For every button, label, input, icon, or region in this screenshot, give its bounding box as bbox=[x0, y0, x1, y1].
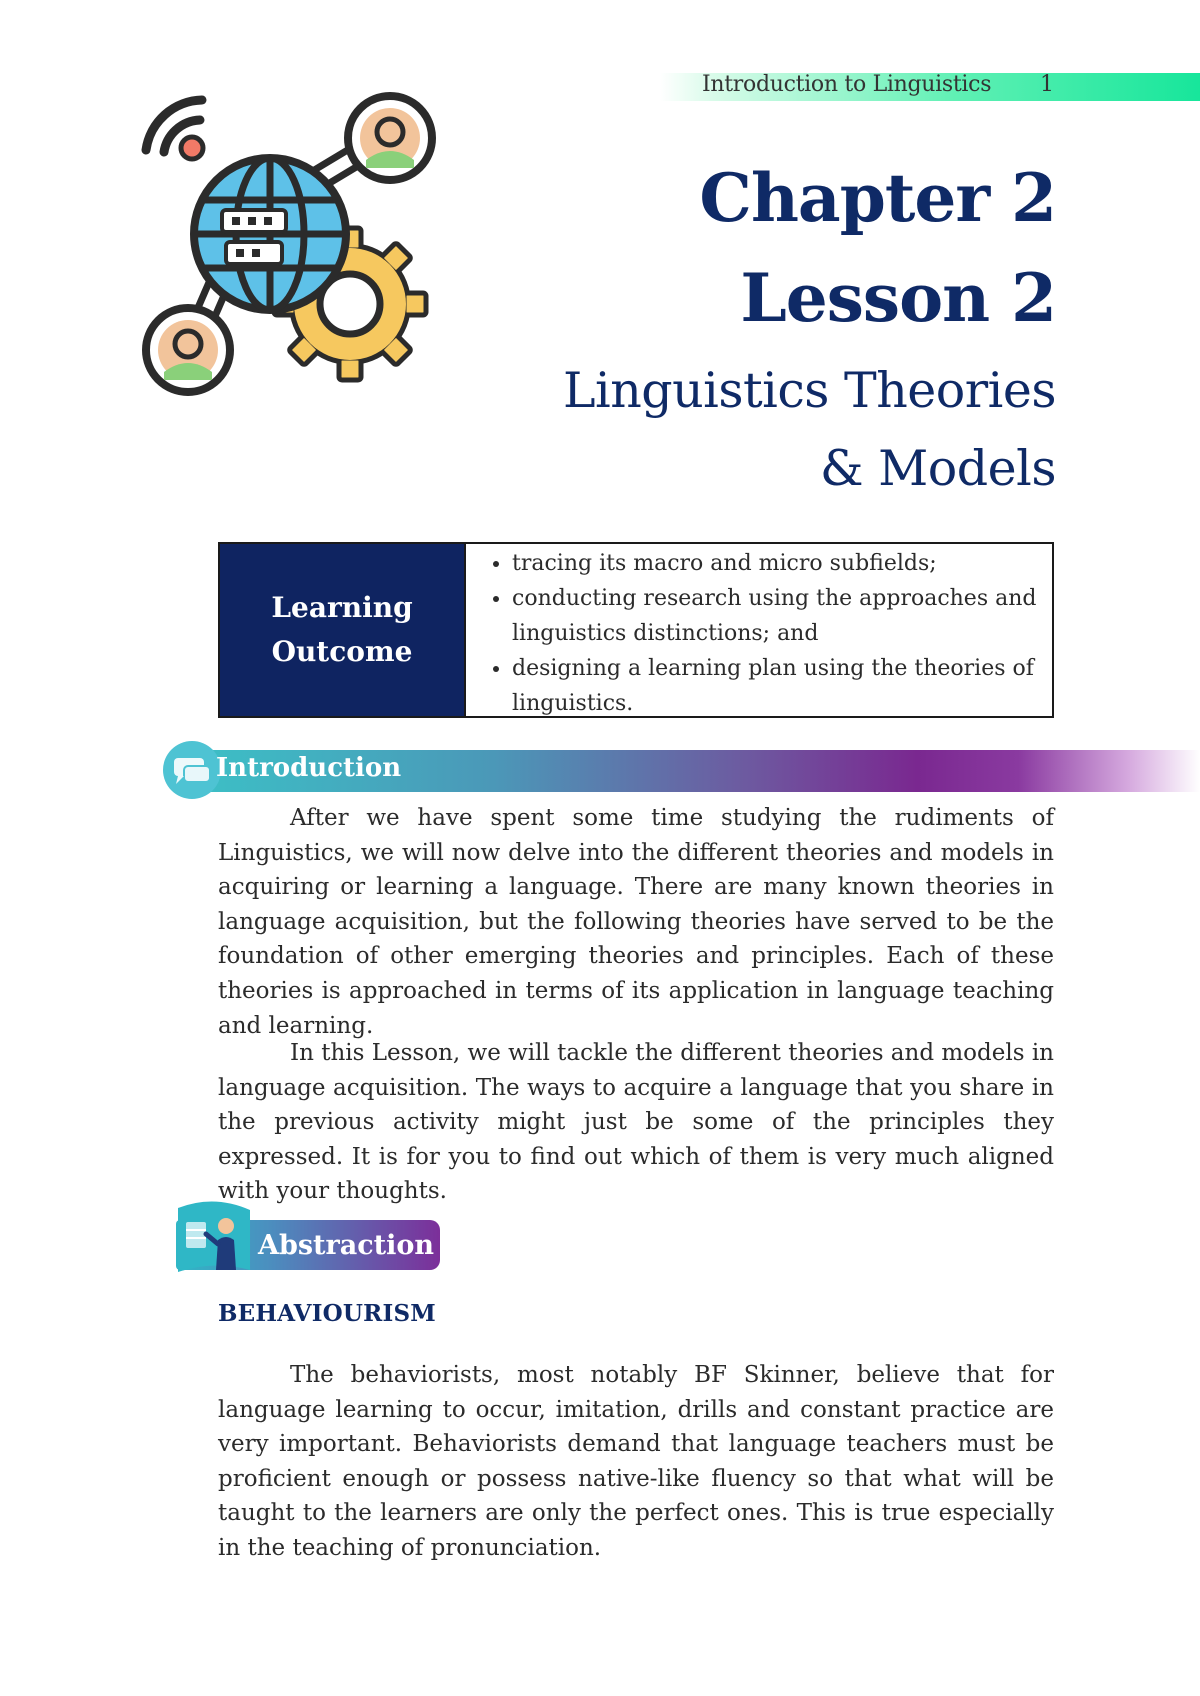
behaviourism-heading: BEHAVIOURISM bbox=[218, 1300, 436, 1327]
introduction-paragraph-1: After we have spent some time studying the rudiments of Linguistics, we will now delve into the different theories and models in acquiring or learning a language. There are many known theories in language acquisition, but the following theories have served to be the foundation of other emerging theories and principles. Each of these theories is approached in terms of its application in language teaching and learning. bbox=[218, 805, 1054, 1039]
chapter-title: Chapter 2 bbox=[699, 159, 1056, 237]
learning-outcome-list bbox=[466, 544, 1052, 716]
lesson-title-line-1: Linguistics Theories bbox=[562, 362, 1056, 419]
learning-outcome-item: • conducting research using the approaches and linguistics distinctions; and bbox=[512, 581, 1044, 651]
learning-outcome-label-line-1: Learning bbox=[271, 591, 413, 624]
introduction-paragraph-2: In this Lesson, we will tackle the different theories and models in language acquisition. The ways to acquire a language that you share in the previous activity might just be some of the principles they expressed. It is for you to find out which of them is very much aligned with your thoughts. bbox=[218, 1040, 1054, 1205]
lesson-number: Lesson 2 bbox=[740, 259, 1056, 337]
lesson-title-line-2: & Models bbox=[819, 440, 1056, 497]
learning-outcome-label-line-2: Outcome bbox=[271, 635, 413, 668]
learning-outcome-table bbox=[218, 542, 1054, 718]
abstraction-heading: Abstraction bbox=[258, 1230, 435, 1261]
lesson-title bbox=[563, 352, 1056, 508]
introduction-heading: Introduction bbox=[216, 753, 402, 783]
learning-outcome-item: • tracing its macro and micro subfields; bbox=[512, 546, 1044, 581]
network-globe-gear-icon bbox=[128, 86, 458, 416]
learning-outcome-item: • designing a learning plan using the theories of linguistics. bbox=[512, 651, 1044, 721]
chat-bubble-icon bbox=[162, 740, 222, 800]
behaviourism-paragraph: The behaviorists, most notably BF Skinner, believe that for language learning to occur, imitation, drills and constant practice are very important. Behaviorists demand that language teachers must be proficient enough or possess native-like fluency so that what will be taught to the learners are only the perfect ones. This is true especially in the teaching of pronunciation. bbox=[218, 1362, 1054, 1561]
title-block bbox=[563, 148, 1056, 508]
presenter-icon bbox=[172, 1200, 256, 1276]
header-title: Introduction to Linguistics bbox=[702, 72, 992, 97]
page-number: 1 bbox=[1040, 72, 1054, 97]
learning-outcome-label bbox=[220, 544, 466, 716]
